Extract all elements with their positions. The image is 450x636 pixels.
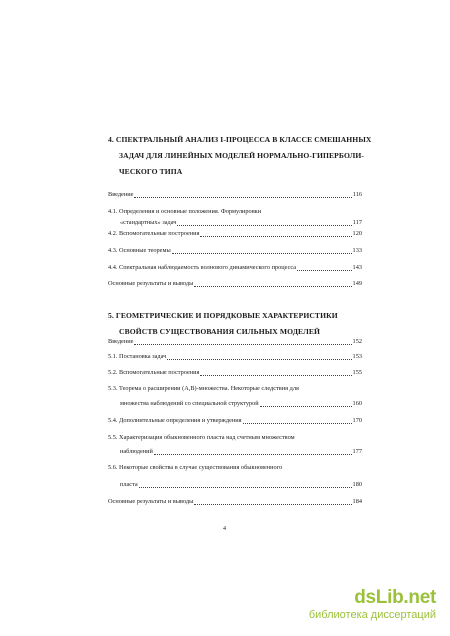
toc-entry[interactable]: «стандартных» задач 117 — [120, 217, 362, 229]
toc-entry[interactable]: 5.5. Характеризация обыкновенного пласта над счетным множеством — [108, 434, 295, 441]
toc-entry[interactable]: Введение 116 — [108, 189, 362, 201]
toc-entry[interactable]: Основные результаты и выводы 184 — [108, 496, 362, 508]
toc-entry[interactable]: множества наблюдений со специальной структурой 160 — [120, 398, 362, 410]
toc-page-number: 184 — [352, 498, 362, 505]
leader-dots — [194, 496, 351, 505]
toc-entry[interactable]: 4.4. Спектральная наблюдаемость волнового динамического процесса 143 — [108, 262, 362, 274]
toc-page-number: 160 — [352, 400, 362, 407]
toc-entry[interactable]: Введение 152 — [108, 336, 362, 348]
toc-entry[interactable]: 4.2. Вспомогательные построения 120 — [108, 228, 362, 240]
chapter-title-line: 4. СПЕКТРАЛЬНЫЙ АНАЛИЗ I-ПРОЦЕССА В КЛАССЕ СМЕШАННЫХ — [108, 135, 372, 144]
dslib-logo: dsLib.net — [354, 587, 436, 608]
leader-dots — [177, 217, 351, 226]
dslib-subtitle: библиотека диссертаций — [308, 609, 436, 621]
leader-dots — [200, 228, 351, 237]
leader-dots — [194, 278, 351, 287]
leader-dots — [172, 245, 352, 254]
toc-page-number: 143 — [352, 264, 362, 271]
dslib-watermark[interactable] — [309, 588, 436, 622]
toc-page-number: 177 — [352, 448, 362, 455]
toc-page-number: 155 — [352, 369, 362, 376]
chapter-4-title — [108, 132, 378, 180]
toc-entry[interactable]: наблюдений 177 — [120, 446, 362, 458]
toc-entry[interactable]: 5.6. Некоторые свойства в случае существования обыкновенного — [108, 464, 283, 471]
toc-page-number: 149 — [352, 280, 362, 287]
leader-dots — [139, 479, 352, 488]
leader-dots — [260, 398, 352, 407]
chapter-title-line: 5. ГЕОМЕТРИЧЕСКИЕ И ПОРЯДКОВЫЕ ХАРАКТЕРИСТИКИ — [108, 311, 338, 320]
toc-page-number: 170 — [352, 417, 362, 424]
toc-entry[interactable]: Основные результаты и выводы 149 — [108, 278, 362, 290]
toc-page-number: 153 — [352, 353, 362, 360]
toc-page-number: 120 — [352, 230, 362, 237]
toc-page-number: 117 — [352, 219, 362, 226]
leader-dots — [134, 189, 351, 198]
chapter-title-line: ЗАДАЧ ДЛЯ ЛИНЕЙНЫХ МОДЕЛЕЙ НОРМАЛЬНО-ГИПЕРБОЛИ- — [119, 151, 365, 160]
page-number: 4 — [223, 526, 226, 532]
chapter-title-line: СВОЙСТВ СУЩЕСТВОВАНИЯ СИЛЬНЫХ МОДЕЛЕЙ — [119, 327, 321, 336]
leader-dots — [243, 415, 352, 424]
leader-dots — [154, 446, 352, 455]
toc-entry[interactable]: 4.3. Основные теоремы 133 — [108, 245, 362, 257]
leader-dots — [167, 351, 351, 360]
toc-entry[interactable]: 5.4. Дополнительные определения и утверждения 170 — [108, 415, 362, 427]
toc-entry[interactable]: пласта 180 — [120, 479, 362, 491]
leader-dots — [297, 262, 352, 271]
toc-page-number: 133 — [352, 247, 362, 254]
leader-dots — [134, 336, 351, 345]
toc-entry[interactable]: 5.2. Вспомогательные построения 155 — [108, 367, 362, 379]
leader-dots — [200, 367, 351, 376]
toc-page-number: 180 — [352, 481, 362, 488]
toc-entry[interactable]: 5.1. Постановка задач 153 — [108, 351, 362, 363]
toc-entry[interactable]: 4.1. Определения и основные положения. Формулировки — [108, 208, 262, 215]
toc-page-number: 116 — [352, 191, 362, 198]
toc-entry[interactable]: 5.3. Теорема о расширении (A,B)-множества. Некоторые следствия для — [108, 385, 299, 392]
toc-page-number: 152 — [352, 338, 362, 345]
chapter-title-line: ЧЕСКОГО ТИПА — [119, 167, 183, 176]
